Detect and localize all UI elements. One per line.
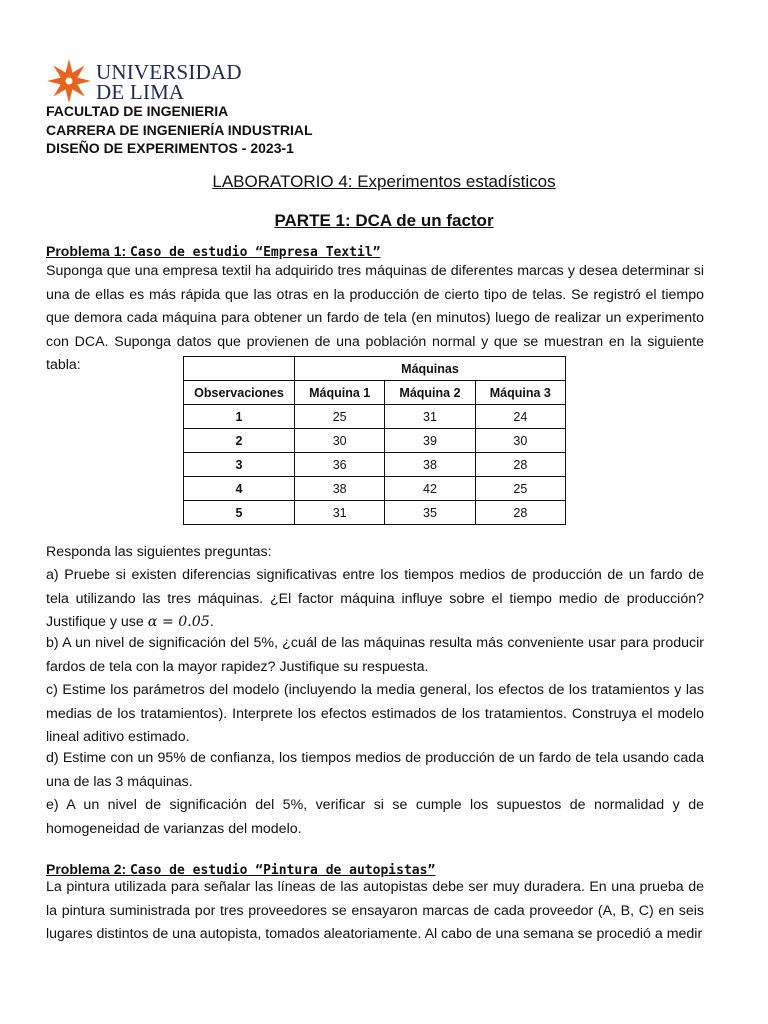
question-c: c) Estime los parámetros del modelo (incluyendo la media general, los efectos de los tratamientos y las medias de los tratamientos). Interprete los efectos estimados de los tratamientos. Construya el modelo lineal aditivo estimado. xyxy=(46,682,704,745)
table-cell: 31 xyxy=(295,501,385,525)
university-logo xyxy=(46,58,246,102)
problem-1-case: Caso de estudio “Empresa Textil” xyxy=(130,245,381,260)
table-cell: 25 xyxy=(475,477,565,501)
problem-1-heading xyxy=(46,243,380,260)
logo-line-1: UNIVERSIDAD xyxy=(96,60,242,84)
career-name: CARRERA DE INGENIERÍA INDUSTRIAL xyxy=(46,121,313,138)
question-e: e) A un nivel de significación del 5%, verificar si se cumple los supuestos de normalidad y de homogeneidad de varianzas del modelo. xyxy=(46,797,704,837)
logo-wordmark xyxy=(96,62,242,102)
table-cell: 30 xyxy=(295,429,385,453)
table-row xyxy=(184,453,566,477)
table-cell: 25 xyxy=(295,405,385,429)
table-cell: 31 xyxy=(385,405,475,429)
table-cell: 5 xyxy=(184,501,295,525)
question-a-end: . xyxy=(209,614,214,630)
table-cell: 36 xyxy=(295,453,385,477)
table-cell: 4 xyxy=(184,477,295,501)
table-cell: 35 xyxy=(385,501,475,525)
questions-intro: Responda las siguientes preguntas: xyxy=(46,544,272,560)
table-cell: 1 xyxy=(184,405,295,429)
problem-1-label: Problema 1: xyxy=(46,243,131,259)
table-cell: 24 xyxy=(475,405,565,429)
problem-2-intro: La pintura utilizada para señalar las líneas de las autopistas debe ser muy duradera. En una prueba de la pintura suministrada por tres proveedores se ensayaron marcas de cada proveedor (A, B, C) en seis lugares distintos de una autopista, tomados aleatoriamente. Al cabo de una semana se procedió a medir xyxy=(46,879,704,942)
table-cell: 39 xyxy=(385,429,475,453)
table-row xyxy=(184,477,566,501)
table-header-cell: Máquina 3 xyxy=(475,381,565,405)
table-group-header: Máquinas xyxy=(295,357,566,381)
table-cell: 42 xyxy=(385,477,475,501)
question-a-text: a) Pruebe si existen diferencias significativas entre los tiempos medios de producción de un fardo de tela utilizando las tres máquinas. ¿El factor máquina influye sobre el tiempo medio de producción? Justifique y use xyxy=(46,567,704,630)
problem-2-label: Problema 2: xyxy=(46,861,131,877)
question-a xyxy=(46,564,704,635)
table-cell: 38 xyxy=(385,453,475,477)
machines-table xyxy=(183,356,566,525)
table-cell: 30 xyxy=(475,429,565,453)
table-row xyxy=(184,501,566,525)
faculty-name: FACULTAD DE INGENIERIA xyxy=(46,103,229,119)
table-header-row xyxy=(184,381,566,405)
table-cell: 2 xyxy=(184,429,295,453)
table-cell: 28 xyxy=(475,453,565,477)
table-row xyxy=(184,429,566,453)
question-a-alpha: α = 0.05 xyxy=(147,614,210,630)
course-name: DISEÑO DE EXPERIMENTOS - 2023-1 xyxy=(46,140,294,156)
lab-title: LABORATORIO 4: Experimentos estadísticos xyxy=(212,172,556,191)
table-header-cell: Máquina 1 xyxy=(295,381,385,405)
table-group-header-row xyxy=(184,357,566,381)
problem-1-intro: Suponga que una empresa textil ha adquirido tres máquinas de diferentes marcas y desea determinar si una de ellas es más rápida que las otras en la producción de cierto tipo de telas. Se registró el tiempo que demora cada máquina para obtener un fardo de tela (en minutos) luego de realizar un experimento con DCA. Suponga datos que provienen de una población normal y que se muestran en la siguiente tabla: xyxy=(46,263,704,373)
logo-line-2: DE LIMA xyxy=(96,80,185,104)
sun-logo-icon xyxy=(46,58,92,104)
part-title: PARTE 1: DCA de un factor xyxy=(274,211,494,230)
question-d: d) Estime con un 95% de confianza, los tiempos medios de producción de un fardo de tela usando cada una de las 3 máquinas. xyxy=(46,750,704,790)
table-empty-corner xyxy=(184,357,295,381)
institution-header xyxy=(46,102,313,158)
table-header-cell: Observaciones xyxy=(184,381,295,405)
table-row xyxy=(184,405,566,429)
table-cell: 38 xyxy=(295,477,385,501)
table-header-cell: Máquina 2 xyxy=(385,381,475,405)
problem-2-case: Caso de estudio “Pintura de autopistas” xyxy=(130,863,436,878)
table-cell: 28 xyxy=(475,501,565,525)
table-cell: 3 xyxy=(184,453,295,477)
question-b: b) A un nivel de significación del 5%, ¿cuál de las máquinas resulta más conveniente usar para producir fardos de tela con la mayor rapidez? Justifique su respuesta. xyxy=(46,635,704,675)
